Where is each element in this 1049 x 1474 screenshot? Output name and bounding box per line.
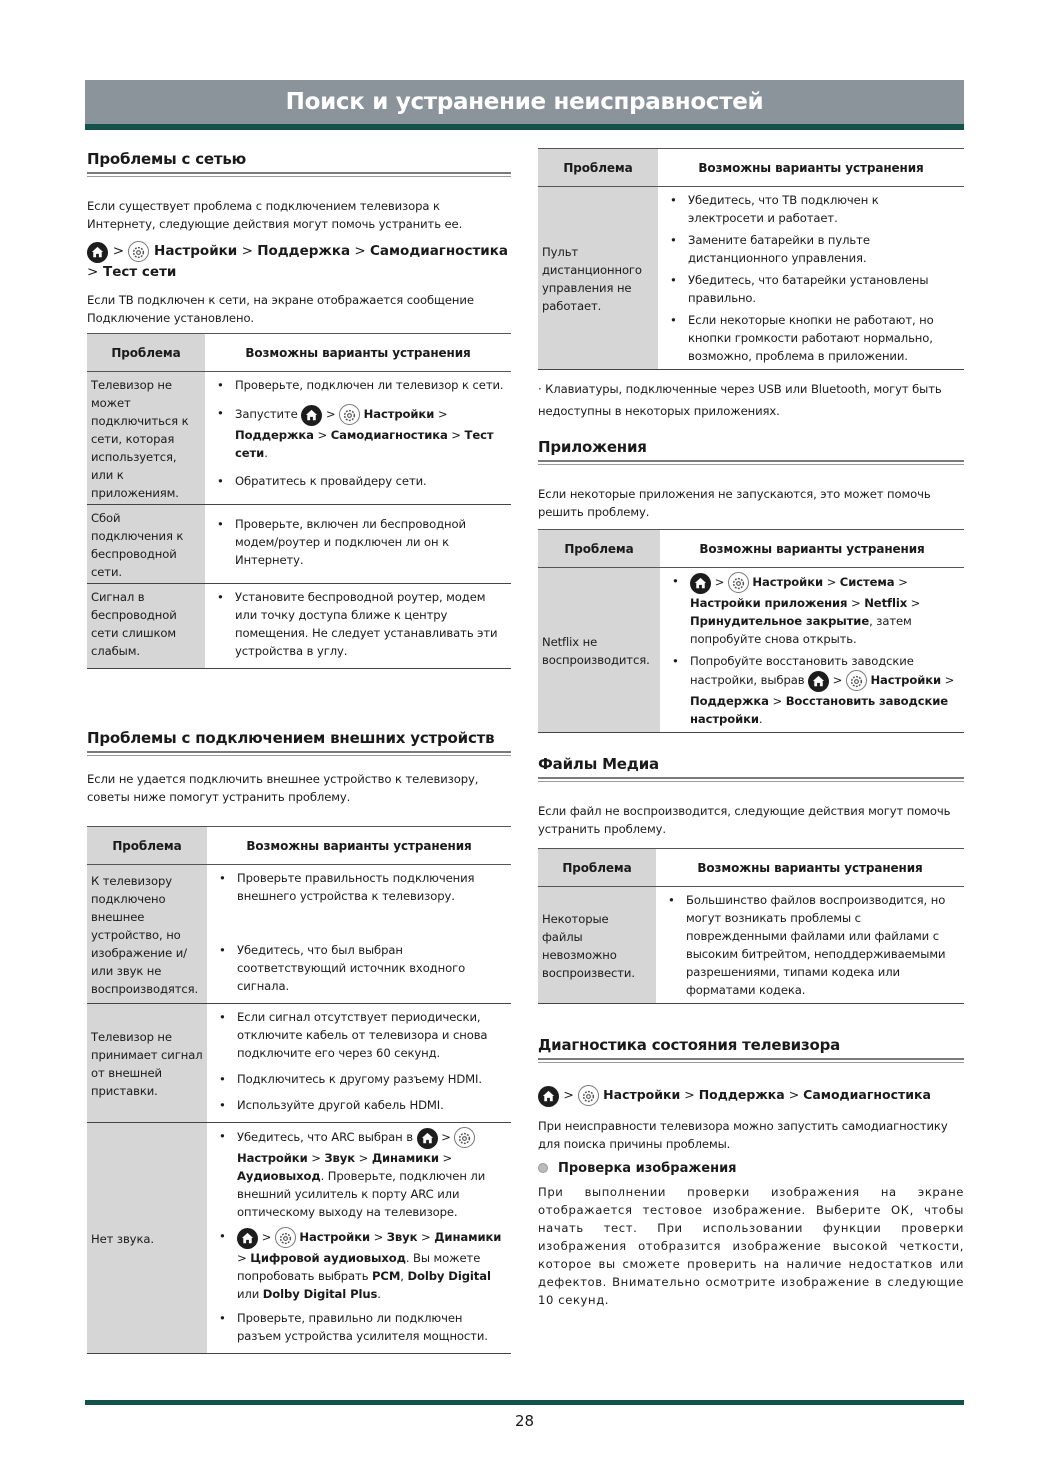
path-speakers: Динамики	[371, 1151, 439, 1165]
problem-cell: К телевизору подключено внешнее устройство, но изображение и/или звук не воспроизводятся.	[87, 865, 207, 1004]
problem-cell: Некоторые файлы невозможно воспроизвести.	[538, 887, 656, 1004]
path-settings: Настройки	[363, 407, 435, 421]
solution-text: или	[237, 1287, 263, 1301]
section-rule	[87, 172, 511, 177]
path-support: Поддержка	[257, 243, 351, 259]
gear-icon	[275, 1227, 296, 1248]
bullet-dot-icon	[538, 1163, 548, 1173]
home-icon	[690, 573, 711, 594]
col-problem-header: Проблема	[87, 827, 207, 865]
network-settings-path: > Настройки > Поддержка > Самодиагностика > Тест сети	[87, 243, 509, 280]
col-problem-header: Проблема	[538, 849, 656, 887]
path-settings: Настройки	[154, 243, 238, 259]
home-icon	[417, 1128, 438, 1149]
solution-item: • Попробуйте восстановить заводские настройки, выбрав > Настройки > Поддержка > Восстановить заводские настройки.	[670, 652, 958, 728]
solution-cell	[656, 887, 964, 1004]
col-problem-header: Проблема	[538, 149, 658, 187]
apps-section-title: Приложения	[538, 438, 647, 456]
path-force-close: Принудительное закрытие	[690, 614, 870, 628]
solution-cell	[205, 372, 511, 505]
external-table	[87, 826, 511, 1354]
problem-cell: Пульт дистанционного управления не работает.	[538, 187, 658, 370]
path-network-test: Тест сети	[103, 264, 177, 280]
col-problem-header: Проблема	[538, 530, 660, 568]
solution-item: • Проверьте, включен ли беспроводной модем/роутер и подключен ли он к Интернету.	[215, 515, 505, 569]
table-row	[87, 584, 511, 669]
table-row	[538, 187, 964, 370]
table-row	[538, 568, 964, 733]
table-row	[538, 887, 964, 1004]
gear-icon	[578, 1085, 599, 1106]
table-row	[87, 372, 511, 505]
picture-test-text: При выполнении проверки изображения на экране отображается тестовое изображение. Выберите ОК, чтобы начать тест. При использовании функции проверки изображения отобразится изображение высокой четкости, которое вы сможете проверить на наличие недостатков или дефектов. Внимательно осмотрите изображение в следующие 10 секунд.	[538, 1185, 964, 1307]
path-sound: Звук	[386, 1230, 418, 1244]
solution-item: • Если некоторые кнопки не работают, но кнопки громкости работают нормально, возможно, проблема в приложении.	[668, 311, 958, 365]
apps-table	[538, 529, 964, 733]
solution-cell	[207, 865, 511, 1004]
table-row	[87, 505, 511, 584]
section-rule	[538, 777, 964, 782]
solution-item: • Проверьте, подключен ли телевизор к сети.	[215, 376, 505, 394]
col-solutions-header: Возможны варианты устранения	[658, 149, 964, 187]
picture-test-label: Проверка изображения	[558, 1161, 737, 1176]
table-row	[87, 865, 511, 1004]
solution-text: . Проверьте, подключен ли внешний усилитель к порту ARC или оптическому выходу на телевизоре.	[237, 1169, 486, 1219]
path-netflix: Netflix	[864, 596, 908, 610]
solution-text: Запустите	[235, 407, 298, 421]
path-support: Поддержка	[698, 1087, 785, 1102]
path-sound: Звук	[324, 1151, 356, 1165]
option-pcm: PCM	[372, 1269, 401, 1283]
section-rule	[87, 751, 511, 756]
col-solutions-header: Возможны варианты устранения	[656, 849, 964, 887]
network-table	[87, 333, 511, 669]
path-settings: Настройки	[870, 673, 942, 687]
keyboard-note: · Клавиатуры, подключенные через USB или Bluetooth, могут быть недоступны в некоторых приложениях.	[538, 382, 942, 418]
solution-item: • Обратитесь к провайдеру сети.	[215, 472, 505, 490]
solution-text: . Вы можете попробовать выбрать	[237, 1251, 481, 1283]
solution-item: • Проверьте правильность подключения внешнего устройства к телевизору.	[217, 869, 505, 905]
solution-item: • Большинство файлов воспроизводится, но могут возникать проблемы с поврежденными файлами или файлами с высоким битрейтом, неподдерживаемыми разрешениями, типами кодека или форматами кодека.	[666, 891, 958, 999]
solution-text: .	[758, 712, 763, 726]
path-support: Поддержка	[235, 428, 314, 442]
solution-cell	[205, 505, 511, 584]
table-row	[87, 1123, 511, 1354]
col-solutions-header: Возможны варианты устранения	[207, 827, 511, 865]
gear-icon	[454, 1127, 475, 1148]
network-section-title: Проблемы с сетью	[87, 150, 247, 168]
solution-cell	[207, 1123, 511, 1354]
footer-divider	[85, 1400, 964, 1405]
solution-item: • > Настройки > Звук > Динамики > Цифровой аудиовыход. Вы можете попробовать выбрать PCM, Dolby Digital или Dolby Digital Plus.	[217, 1227, 505, 1303]
problem-cell: Сбой подключения к беспроводной сети.	[87, 505, 205, 584]
path-settings: Настройки	[603, 1087, 681, 1102]
problem-cell: Телевизор не принимает сигнал от внешней приставки.	[87, 1004, 207, 1123]
gear-icon	[128, 241, 149, 262]
option-dolby: Dolby Digital	[407, 1269, 491, 1283]
solution-cell	[205, 584, 511, 669]
solution-text: Убедитесь, что ARC выбран в	[237, 1130, 413, 1144]
option-dolby-plus: Dolby Digital Plus	[262, 1287, 378, 1301]
solution-item: • Запустите > Настройки > Поддержка > Самодиагностика > Тест сети.	[215, 404, 505, 462]
path-audio-out: Аудиовыход	[237, 1169, 321, 1183]
network-intro: Если существует проблема с подключением телевизора к Интернету, следующие действия могут помочь устранить ее.	[87, 199, 463, 231]
header-divider	[85, 124, 964, 130]
external-intro: Если не удается подключить внешнее устройство к телевизору, советы ниже помогут устранить проблему.	[87, 772, 479, 804]
media-intro: Если файл не воспроизводится, следующие действия могут помочь устранить проблему.	[538, 804, 951, 836]
home-icon	[237, 1228, 258, 1249]
solution-item: • Используйте другой кабель HDMI.	[217, 1096, 505, 1114]
network-note: Если ТВ подключен к сети, на экране отображается сообщение Подключение установлено.	[87, 293, 474, 325]
path-network-test: Тест сети	[235, 428, 494, 460]
path-settings: Настройки	[752, 575, 823, 589]
gear-icon	[846, 670, 867, 691]
path-settings: Настройки	[237, 1151, 308, 1165]
path-app-settings: Настройки приложения	[690, 596, 848, 610]
home-icon	[87, 242, 108, 263]
diag-settings-path: > Настройки > Поддержка > Самодиагностика	[538, 1085, 964, 1107]
path-speakers: Динамики	[434, 1230, 502, 1244]
solution-item: • Проверьте, правильно ли подключен разъем устройства усилителя мощности.	[217, 1309, 505, 1345]
path-selfdiag: Самодиагностика	[330, 428, 448, 442]
page-header	[85, 80, 964, 124]
gear-icon	[728, 572, 749, 593]
problem-cell: Сигнал в беспроводной сети слишком слабым.	[87, 584, 205, 669]
solution-cell	[207, 1004, 511, 1123]
path-selfdiag: Самодиагностика	[370, 243, 509, 259]
path-support: Поддержка	[690, 694, 769, 708]
remote-table	[538, 148, 964, 370]
picture-test-heading	[538, 1159, 964, 1179]
solution-item: • Убедитесь, что ARC выбран в > Настройки > Звук > Динамики > Аудиовыход. Проверьте, подключен ли внешний усилитель к порту ARC или оптическому выходу на телевизоре.	[217, 1127, 505, 1221]
section-rule	[538, 1058, 964, 1063]
solution-item: • Замените батарейки в пульте дистанционного управления.	[668, 231, 958, 267]
section-rule	[538, 460, 964, 465]
solution-item: • Убедитесь, что батарейки установлены правильно.	[668, 271, 958, 307]
solution-item: • Убедитесь, что был выбран соответствующий источник входного сигнала.	[217, 941, 505, 995]
solution-text: , затем попробуйте снова открыть.	[690, 614, 912, 646]
col-solutions-header: Возможны варианты устранения	[660, 530, 964, 568]
problem-cell: Netflix не воспроизводится.	[538, 568, 660, 733]
solution-text: Попробуйте восстановить заводские настройки, выбрав	[690, 654, 914, 687]
col-problem-header: Проблема	[87, 334, 205, 372]
gear-icon	[339, 404, 360, 425]
solution-item: • Если сигнал отсутствует периодически, отключите кабель от телевизора и снова подключите его через 60 секунд.	[217, 1008, 505, 1062]
solution-item: • Подключитесь к другому разъему HDMI.	[217, 1070, 505, 1088]
page-title: Поиск и устранение неисправностей	[285, 89, 764, 115]
path-factory-reset: Восстановить заводские настройки	[690, 694, 949, 726]
table-row	[87, 1004, 511, 1123]
problem-cell: Нет звука.	[87, 1123, 207, 1354]
path-selfdiag: Самодиагностика	[803, 1087, 931, 1102]
problem-cell: Телевизор не может подключиться к сети, которая используется, или к приложениям.	[87, 372, 205, 505]
home-icon	[538, 1086, 559, 1107]
path-settings: Настройки	[299, 1230, 370, 1244]
solution-item: • > Настройки > Система > Настройки приложения > Netflix > Принудительное закрытие, затем попробуйте снова открыть.	[670, 572, 958, 648]
solution-cell	[660, 568, 964, 733]
external-section-title: Проблемы с подключением внешних устройств	[87, 729, 495, 747]
path-system: Система	[839, 575, 895, 589]
solution-cell	[658, 187, 964, 370]
diag-section-title: Диагностика состояния телевизора	[538, 1036, 841, 1054]
left-column	[87, 150, 511, 1354]
col-solutions-header: Возможны варианты устранения	[205, 334, 511, 372]
solution-item: • Убедитесь, что ТВ подключен к электросети и работает.	[668, 191, 958, 227]
media-section-title: Файлы Медиа	[538, 755, 659, 773]
solution-item: • Установите беспроводной роутер, модем или точку доступа ближе к центру помещения. Не следует устанавливать эти устройства в углу.	[215, 588, 505, 660]
home-icon	[808, 671, 829, 692]
page-number: 28	[514, 1412, 535, 1430]
solution-text: .	[377, 1287, 381, 1301]
right-column	[538, 148, 964, 1309]
diag-intro: При неисправности телевизора можно запустить самодиагностику для поиска причины проблемы.	[538, 1119, 948, 1151]
apps-intro: Если некоторые приложения не запускаются, это может помочь решить проблему.	[538, 487, 931, 519]
path-digital-audio: Цифровой аудиовыход	[250, 1251, 406, 1265]
home-icon	[301, 405, 322, 426]
media-table	[538, 848, 964, 1004]
